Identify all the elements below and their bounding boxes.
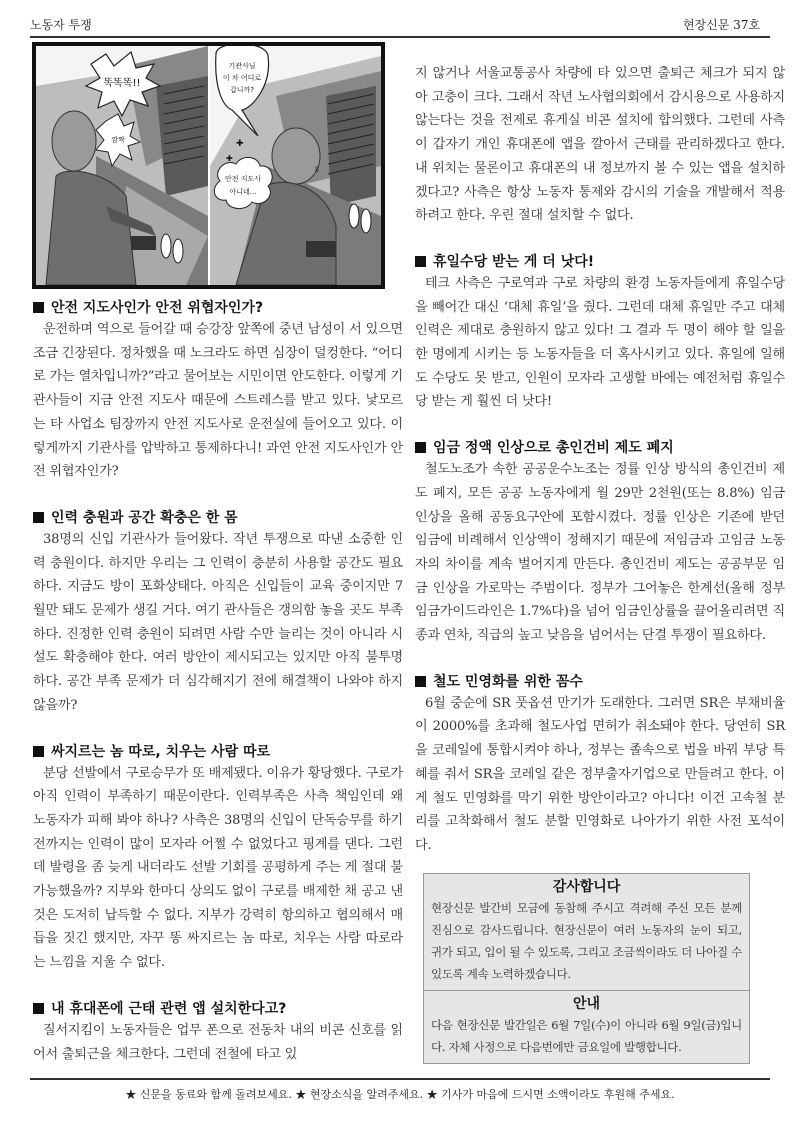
comic-panel-2 xyxy=(210,46,381,285)
article-title: 휴일수당 받는 게 더 낫다! xyxy=(415,252,785,272)
square-bullet-icon xyxy=(33,1003,44,1014)
comic-bubble-line-2: 이 차 어디로 xyxy=(222,74,262,82)
article-body: 질서지킴이 노동자들은 업무 폰으로 전동차 내의 비콘 신호를 읽어서 출퇴근을 체크한다. 그런데 전철에 타고 있 xyxy=(33,1022,403,1062)
comic-bubble-line-3: 갑니까? xyxy=(229,86,255,94)
article-rail-privatization xyxy=(415,672,785,858)
article-body: 6월 중순에 SR 풋옵션 만기가 도래한다. 그러면 SR은 부채비율이 2000%를 초과해 철도사업 면허가 취소돼야 한다. 당연히 SR을 코레일에 통합시켜야 하나, 정부는 졸속으로 법을 바꿔 부당 특혜를 줘서 SR을 코레일 같은 정부출자기업으로 만들려고 한다. 이게 철도 민영화를 막기 위한 방안이라고? 아니다! 이건 고속철 분리를 고착화해서 철도 분할 민영화로 나아가기 위한 사전 포석이다. xyxy=(415,695,785,853)
square-bullet-icon xyxy=(33,512,44,523)
thanks-box-body: 현장신문 발간비 모금에 동참해 주시고 격려해 주신 모든 분께 진심으로 감사드립니다. 현장신문이 여러 노동자의 눈이 되고, 귀가 되고, 입이 될 수 있도록, 그리고 조금씩이라도 더 나아질 수 있도록 계속 노력하겠습니다. xyxy=(431,901,742,981)
comic-sfx-knock: 똑똑똑!! xyxy=(103,78,141,89)
article-body: 지 않거나 서울교통공사 차량에 타 있으면 출퇴근 체크가 되지 않아 고충이 크다. 그래서 작년 노사협의회에서 감시용으로 사용하지 않는다는 것을 전제로 휴게실 비콘 설치에 합의했다. 그런데 사측이 갑자기 개인 휴대폰에 앱을 깔아서 근태를 관리하겠다고 한다. 내 위치는 물론이고 휴대폰의 내 정보까지 볼 수 있는 앱을 설치하겠다고? 사측은 항상 노동자 통제와 감시의 기술을 개발해서 적용하려고 한다. 우린 절대 설치할 수 없다. xyxy=(415,66,785,224)
article-title: 인력 충원과 공간 확충은 한 몸 xyxy=(33,508,403,528)
comic-illustration xyxy=(32,42,385,289)
article-body: 테크 사측은 구로역과 구로 차량의 환경 노동자들에게 휴일수당을 빼어간 대신 ‘대체 휴일’을 줬다. 그런데 대체 휴일만 주고 대체 인력은 제대로 충원하지 않고 있다! 그 결과 두 명이 해야 할 일을 한 명에게 시키는 등 노동자들을 더 혹사시키고 있다. 휴일에 일해도 수당도 못 받고, 인원이 모자라 고생할 바에는 예전처럼 휴일수당 받는 게 훨씬 더 낫다! xyxy=(415,275,785,410)
header-divider xyxy=(30,36,770,38)
footer-slogan: ★ 신문을 동료와 함께 돌려보세요. ★ 현장소식을 알려주세요. ★ 기사가 마음에 드시면 소액이라도 후원해 주세요. xyxy=(125,1088,675,1101)
article-holiday-pay xyxy=(415,252,785,414)
thanks-box-title: 감사합니다 xyxy=(552,879,621,895)
comic-thought-line-2: 아니네… xyxy=(229,188,257,196)
article-body: 분당 선발에서 구로승무가 또 배제됐다. 이유가 황당했다. 구로가 아직 인력이 부족하기 때문이란다. 인력부족은 사측 책임인데 왜 노동자가 피해 봐야 하나? 사측은 38명의 신입이 단독승무를 하기 전까지는 인력이 많이 모자라 어쩔 수 없었다고 핑계를 댄다. 그런데 발령을 좀 늦게 내더라도 선발 기회를 공평하게 주는 게 절대 불가능했을까? 지부와 한마디 상의도 없이 구로를 배제한 채 공고 낸 것은 도저히 납득할 수 없다. 지부가 강력히 항의하고 협의해서 매듭을 짓긴 했지만, 자꾸 똥 싸지르는 놈 따로, 치우는 사람 따로라는 느낌을 지울 수 없다. xyxy=(33,765,403,971)
thanks-box xyxy=(423,873,750,991)
square-bullet-icon xyxy=(33,746,44,757)
footer-divider xyxy=(30,1078,770,1080)
article-title: 임금 정액 인상으로 총인건비 제도 폐지 xyxy=(415,438,785,458)
svg-text:✚: ✚ xyxy=(226,154,233,163)
square-bullet-icon xyxy=(415,256,426,267)
issue-number: 현장신문 37호 xyxy=(682,18,760,32)
article-body: 철도노조가 속한 공공운수노조는 정률 인상 방식의 총인건비 제도 폐지, 모든 공공 노동자에게 월 29만 2천원(또는 8.8%) 임금 인상을 올해 공동요구안에 포함시켰다. 정률 인상은 기존에 받던 임금에 비례해서 인상액이 정해지기 때문에 저임금과 고임금 노동자의 차이를 계속 벌어지게 만든다. 총인건비 제도는 공공부문 임금 인상을 가로막는 주범이다. 정부가 그어놓은 한계선(올해 정부 임금가이드라인은 1.7%다)을 넘어 임금인상률을 끌어올리려면 직종과 연차, 직급의 높고 낮음을 넘어서는 단결 투쟁이 필요하다. xyxy=(415,462,785,644)
article-attendance-app-continued xyxy=(415,62,785,228)
article-title: 안전 지도사인가 안전 위협자인가? xyxy=(33,298,403,318)
comic-panel-1 xyxy=(36,46,208,285)
notice-box xyxy=(423,990,750,1064)
comic-thought-line-1: 안전 지도사 xyxy=(224,175,262,183)
square-bullet-icon xyxy=(415,442,426,453)
comic-bubble-line-1: 기관사님 xyxy=(228,62,256,70)
notice-box-title: 안내 xyxy=(572,996,601,1012)
article-safety-supervisor xyxy=(33,298,403,484)
article-body: 운전하며 역으로 들어갈 때 승강장 앞쪽에 중년 남성이 서 있으면 조금 긴장된다. 정차했을 때 노크라도 하면 심장이 덜컹한다. “어디로 가는 열차입니까?”라고 물어보는 시민이면 안도한다. 이렇게 기관사들이 지금 안전 지도사 때문에 스트레스를 받고 있다. 낯모르는 타 사업소 팀장까지 안전 지도사로 운전실에 들어오고 있다. 이렇게까지 기관사를 압박하고 통제하다니! 과연 안전 지도사인가 안전 위협자인가? xyxy=(33,322,403,480)
article-guro-excluded xyxy=(33,742,403,975)
right-column xyxy=(415,62,785,858)
comic-shout: 깜짝 xyxy=(111,136,125,144)
article-title: 철도 민영화를 위한 꼼수 xyxy=(415,672,785,692)
article-wage-increase xyxy=(415,438,785,648)
article-title: 내 휴대폰에 근태 관련 앱 설치한다고? xyxy=(33,999,403,1019)
svg-text:✚: ✚ xyxy=(236,139,244,149)
article-title: 싸지르는 놈 따로, 치우는 사람 따로 xyxy=(33,742,403,762)
article-staffing-space xyxy=(33,508,403,718)
article-body: 38명의 신입 기관사가 들어왔다. 작년 투쟁으로 따낸 소중한 인력 충원이다. 하지만 우리는 그 인력이 충분히 사용할 공간도 필요하다. 지금도 방이 포화상태다. 아직은 신입들이 교육 중이지만 7월만 돼도 문제가 생길 거다. 여기 관사들은 갱의함 놓을 곳도 부족하다. 진정한 인력 충원이 되려면 사람 수만 늘리는 것이 아니라 시설도 확충해야 한다. 여러 방안이 제시되고는 있지만 아직 불투명하다. 공간 부족 문제가 더 심각해지기 전에 해결책이 나와야 하지 않을까? xyxy=(33,531,403,713)
article-attendance-app xyxy=(33,999,403,1066)
newspaper-section-label: 노동자 투쟁 xyxy=(30,18,92,32)
square-bullet-icon xyxy=(415,676,426,687)
left-column xyxy=(33,298,403,1066)
square-bullet-icon xyxy=(33,302,44,313)
comic-sigh: 휴 xyxy=(314,167,320,174)
notice-box-body: 다음 현장신문 발간일은 6월 7일(수)이 아니라 6월 9일(금)입니다. 자체 사정으로 다음번에만 금요일에 발행합니다. xyxy=(431,1018,742,1054)
